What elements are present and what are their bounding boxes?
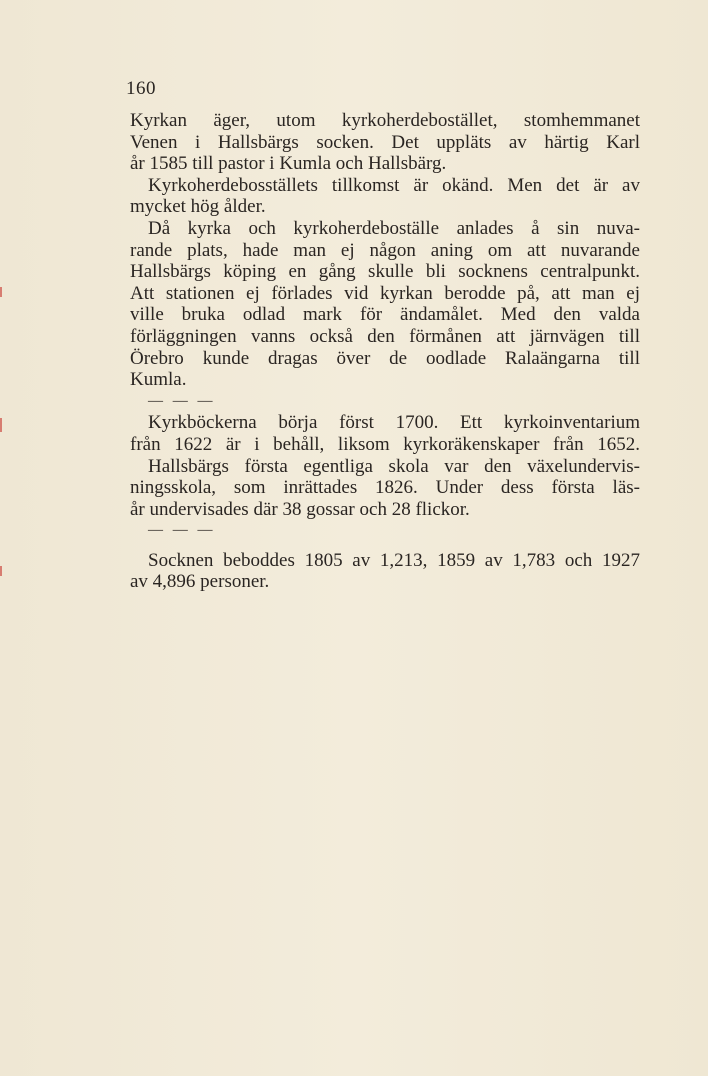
text-line: Då kyrka och kyrkoherdeboställe anlades å sin nuva- [148, 217, 640, 239]
paragraph [130, 550, 640, 593]
section-separator: — — — [148, 522, 216, 539]
page-number: 160 [126, 78, 156, 99]
edge-mark [0, 566, 2, 576]
text-line: ville bruka odlad mark för ändamålet. Med den valda [130, 304, 640, 326]
text-line: Venen i Hallsbärgs socken. Det uppläts av härtig Karl [130, 131, 640, 153]
paragraph [130, 456, 640, 521]
section-separator: — — — [148, 392, 216, 409]
text-line: Kyrkböckerna börja först 1700. Ett kyrkoinventarium [148, 412, 640, 434]
text-line: ningsskola, som inrättades 1826. Under dess första läs- [130, 477, 640, 499]
text-line: från 1622 är i behåll, liksom kyrkoräkenskaper från 1652. [130, 433, 640, 455]
paragraph [130, 218, 640, 391]
text-line: Örebro kunde dragas över de oodlade Ralaängarna till [130, 347, 640, 369]
text-line: Kumla. [130, 369, 187, 391]
text-line: år 1585 till pastor i Kumla och Hallsbärg. [130, 153, 447, 175]
text-line: år undervisades där 38 gossar och 28 flickor. [130, 498, 470, 520]
paragraph [130, 175, 640, 218]
edge-mark [0, 418, 2, 432]
text-line: Hallsbärgs första egentliga skola var den växelundervis- [148, 455, 640, 477]
text-block [130, 110, 640, 593]
text-line: Kyrkan äger, utom kyrkoherdebostället, stomhemmanet [130, 110, 640, 131]
text-line: Hallsbärgs köping en gång skulle bli socknens centralpunkt. [130, 261, 640, 283]
text-line: av 4,896 personer. [130, 571, 270, 593]
spacer [130, 542, 640, 550]
paragraph [130, 110, 640, 175]
text-line: rande plats, hade man ej någon aning om att nuvarande [130, 239, 640, 261]
text-line: Kyrkoherdebosställets tillkomst är okänd. Men det är av [148, 174, 640, 196]
text-line: förläggningen vanns också den förmånen att järnvägen till [130, 325, 640, 347]
text-line: Socknen beboddes 1805 av 1,213, 1859 av 1,783 och 1927 [148, 549, 640, 571]
edge-mark [0, 287, 2, 297]
text-line: mycket hög ålder. [130, 196, 266, 218]
paragraph [130, 412, 640, 455]
text-line: Att stationen ej förlades vid kyrkan berodde på, att man ej [130, 282, 640, 304]
